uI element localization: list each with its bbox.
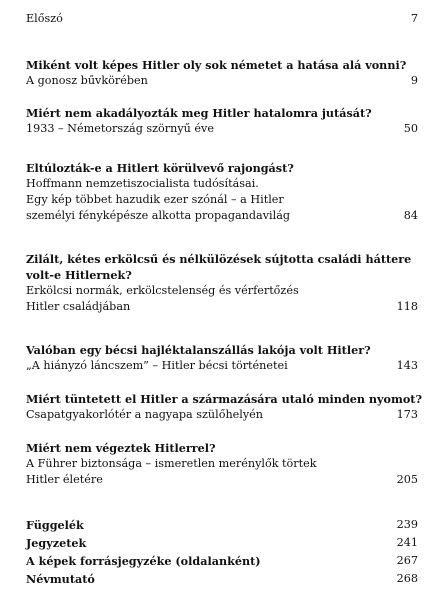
toc-entry-text: Zilált, kétes erkölcsű és nélkülözések sújtotta családi háttere — [26, 252, 412, 266]
toc-entry-line — [26, 554, 418, 568]
toc-page-number: 84 — [403, 209, 418, 222]
toc-entry-line — [26, 473, 418, 487]
toc-entry-line — [26, 572, 418, 586]
toc-page-number: 267 — [396, 554, 418, 567]
toc-entry-text: A gonosz bűvkörében — [26, 74, 148, 87]
toc-entry-line — [26, 343, 418, 357]
toc-entry-text: Jegyzetek — [26, 536, 87, 550]
toc-entry-line — [26, 300, 418, 314]
toc-entry-line — [26, 284, 418, 298]
toc-entry-line — [26, 209, 418, 223]
toc-entry-text: A Führer biztonsága – ismeretlen merénylők törtek — [26, 457, 317, 470]
toc-entry-text: 1933 – Németország szörnyű éve — [26, 122, 214, 135]
toc-entry-text: Névmutató — [26, 572, 95, 586]
toc-entry-line — [26, 392, 423, 406]
toc-page-number: 241 — [396, 536, 418, 549]
toc-entry-text: A képek forrásjegyzéke (oldalanként) — [26, 554, 261, 568]
toc-entry-line — [26, 193, 418, 207]
toc-entry-line — [26, 177, 418, 191]
toc-entry-line — [26, 161, 418, 175]
toc-page-number: 205 — [396, 473, 418, 486]
toc-entry-text: Függelék — [26, 518, 84, 532]
toc-page-number: 7 — [410, 12, 418, 25]
toc-entry-text: Egy kép többet hazudik ezer szónál – a Hitler — [26, 193, 284, 206]
toc-page-number: 173 — [396, 408, 418, 421]
toc-entry-text: Valóban egy bécsi hajléktalanszállás lakója volt Hitler? — [26, 343, 371, 357]
toc-page-number: 268 — [396, 572, 418, 585]
toc-entry-text: Hitler életére — [26, 473, 103, 486]
toc-page-number: 50 — [403, 122, 418, 135]
toc-entry-text: Csapatgyakorlótér a nagyapa szülőhelyén — [26, 408, 263, 421]
toc-page-number: 239 — [396, 518, 418, 531]
toc-entry-line — [26, 457, 418, 471]
toc-entry-text: Hoffmann nemzetiszocialista tudósításai. — [26, 177, 259, 190]
toc-page-number: 118 — [396, 300, 418, 313]
toc-entry-text: Miként volt képes Hitler oly sok németet a hatása alá vonni? — [26, 58, 407, 72]
toc-entry-line — [26, 268, 418, 282]
toc-entry-line — [26, 252, 418, 266]
toc-entry-text: Eltúlozták-e a Hitlert körülvevő rajongást? — [26, 161, 294, 175]
toc-entry-text: volt-e Hitlernek? — [26, 268, 132, 282]
toc-entry-line — [26, 122, 418, 136]
toc-entry-text: Erkölcsi normák, erkölcstelenség és vérfertőzés — [26, 284, 299, 297]
toc-entry-text: Előszó — [26, 12, 63, 25]
toc-page-number: 143 — [396, 359, 418, 372]
toc-entry-line — [26, 58, 418, 72]
toc-entry-line — [26, 12, 418, 26]
toc-entry-line — [26, 359, 418, 373]
toc-entry-line — [26, 74, 418, 88]
toc-page-number: 9 — [410, 74, 418, 87]
toc-entry-text: Miért tüntetett el Hitler a származására utaló minden nyomot? — [26, 392, 423, 406]
toc-entry-text: Hitler családjában — [26, 300, 131, 313]
toc-entry-line — [26, 518, 418, 532]
toc-entry-text: Miért nem végeztek Hitlerrel? — [26, 441, 216, 455]
toc-entry-line — [26, 441, 418, 455]
toc-entry-line — [26, 536, 418, 550]
toc-entry-text: „A hiányzó láncszem” – Hitler bécsi történetei — [26, 359, 288, 372]
toc-entry-line — [26, 408, 418, 422]
toc-entry-line — [26, 106, 418, 120]
toc-entry-text: Miért nem akadályozták meg Hitler hatalomra jutását? — [26, 106, 372, 120]
toc-entry-text: személyi fényképésze alkotta propagandavilág — [26, 209, 291, 222]
